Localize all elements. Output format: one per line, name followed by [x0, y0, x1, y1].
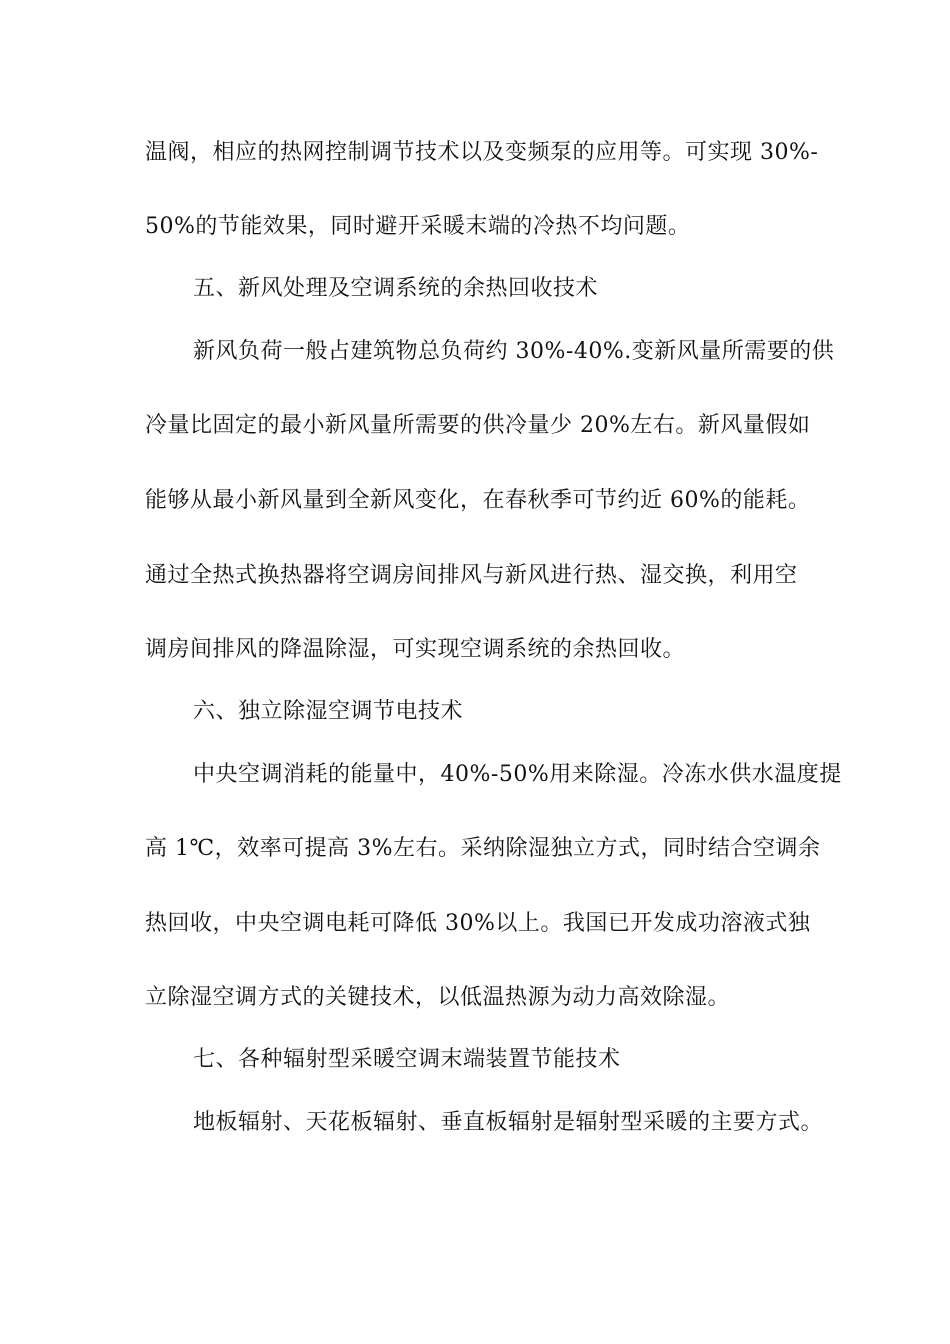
paragraph-start: 新风负荷一般占建筑物总负荷约 30%-40%.变新风量所需要的供 — [193, 339, 835, 364]
text-line: 温阀，相应的热网控制调节技术以及变频泵的应用等。可实现 30%- — [145, 140, 819, 165]
text-line: 立除湿空调方式的关键技术，以低温热源为动力高效除湿。 — [145, 985, 731, 1010]
text-line: 冷量比固定的最小新风量所需要的供冷量少 20%左右。新风量假如 — [145, 413, 811, 438]
text-line: 50%的节能效果，同时避开采暖末端的冷热不均问题。 — [145, 214, 691, 239]
section-heading: 六、独立除湿空调节电技术 — [193, 699, 464, 724]
text-line: 高 1℃，效率可提高 3%左右。采纳除湿独立方式，同时结合空调余 — [145, 836, 821, 861]
paragraph-start: 地板辐射、天花板辐射、垂直板辐射是辐射型采暖的主要方式。 — [193, 1110, 824, 1135]
text-line: 调房间排风的降温除湿，可实现空调系统的余热回收。 — [145, 637, 686, 662]
text-line: 通过全热式换热器将空调房间排风与新风进行热、湿交换，利用空 — [145, 563, 798, 588]
paragraph-start: 中央空调消耗的能量中，40%-50%用来除湿。冷冻水供水温度提 — [193, 762, 842, 787]
section-heading: 五、新风处理及空调系统的余热回收技术 — [193, 276, 599, 301]
section-heading: 七、各种辐射型采暖空调末端装置节能技术 — [193, 1047, 621, 1072]
text-line: 热回收，中央空调电耗可降低 30%以上。我国已开发成功溶液式独 — [145, 911, 811, 936]
text-line: 能够从最小新风量到全新风变化，在春秋季可节约近 60%的能耗。 — [145, 488, 811, 513]
